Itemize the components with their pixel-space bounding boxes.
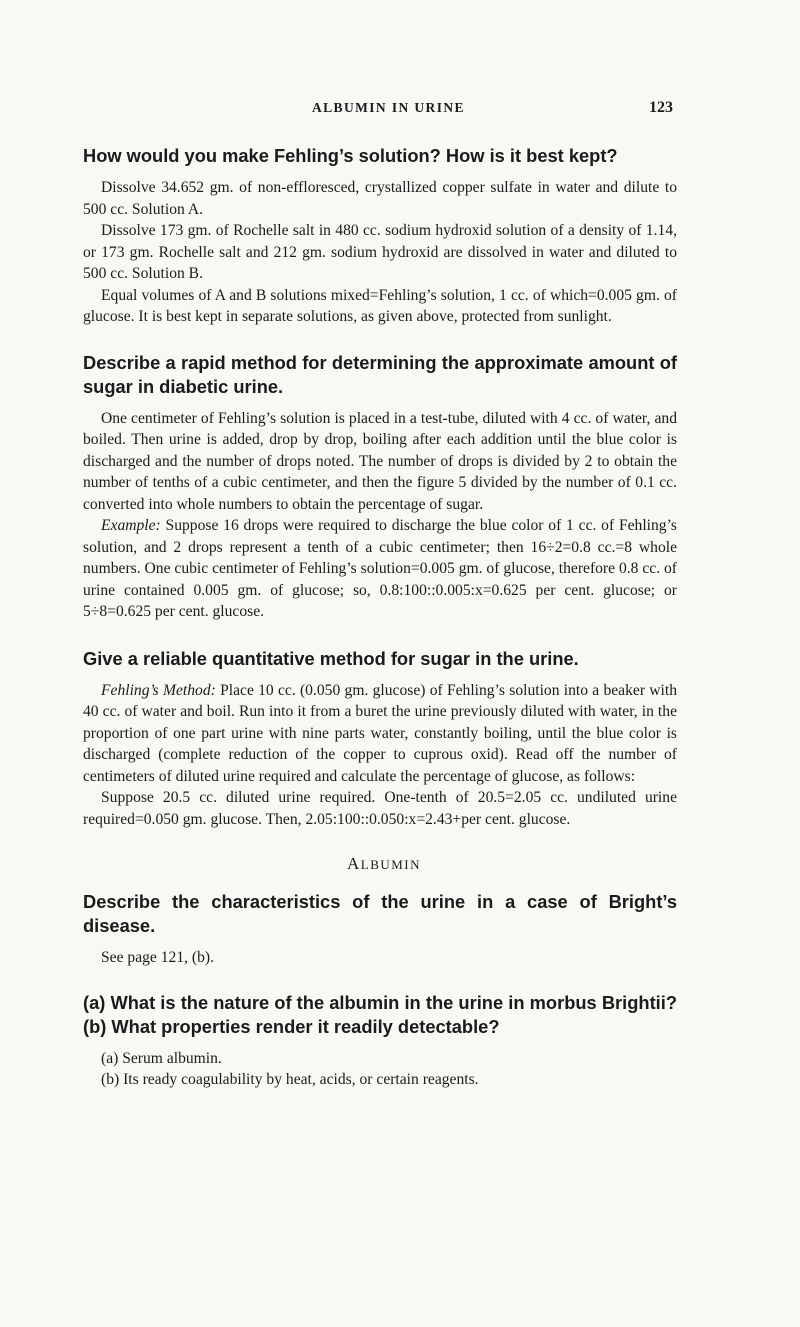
method-label: Fehling’s Method: [101,681,216,699]
answer-item: (b) Its ready coagulability by heat, acids, or certain reagents. [101,1071,479,1088]
answer-paragraph: Dissolve 34.652 gm. of non-effloresced, crystallized copper sulfate in water and dilute to 500 cc. Solution A. [83,179,677,218]
section-heading-rest: LBUMIN [360,857,422,872]
section-heading-albumin [83,854,677,874]
answer-item: (a) Serum albumin. [101,1049,222,1067]
answer-paragraph: One centimeter of Fehling’s solution is placed in a test-tube, diluted with 4 cc. of water, and boiled. Then urine is added, drop by drop, boiling after each addition until the blue color is discharged and the number of drops noted. The number of drops is divided by 2 to obtain the number of tenths of a cubic centimeter, and then the figure 5 divided by the number of 0.1 cc. converted into whole numbers to obtain the percentage of sugar. [83,409,677,513]
question-quantitative-method: Give a reliable quantitative method for sugar in the urine. [83,647,579,669]
question-brights-disease: Describe the characteristics of the urine in a case of Bright’s disease. [83,891,677,936]
section-heading-initial: A [346,854,361,873]
answer-paragraph: See page 121, (b). [101,949,215,966]
method-paragraph [83,680,677,788]
page-content [83,144,677,1091]
answer-paragraph: Dissolve 173 gm. of Rochelle salt in 480 cc. sodium hydroxid solution of a density of 1.14, or 173 gm. Rochelle salt and 212 gm. sodium hydroxid are dissolved in water and diluted to 500 cc. Solution B. [83,222,677,282]
answer-paragraph: Equal volumes of A and B solutions mixed=Fehling’s solution, 1 cc. of which=0.005 gm. of glucose. It is best kept in separate solutions, as given above, protected from sunlight. [83,286,677,325]
example-label: Example: [101,517,161,534]
question-albumin-nature: (a) What is the nature of the albumin in the urine in morbus Brightii? (b) What properties render it readily detectable? [83,991,677,1037]
answer-paragraph: Suppose 20.5 cc. diluted urine required. One-tenth of 20.5=2.05 cc. undiluted urine required=0.050 gm. glucose. Then, 2.05:100::0.050:x=2.43+per cent. glucose. [83,789,677,828]
question-fehling-solution: How would you make Fehling’s solution? How is it best kept? [83,145,618,166]
page-number: 123 [649,99,673,116]
example-paragraph [83,515,677,623]
question-rapid-method: Describe a rapid method for determining the approximate amount of sugar in diabetic urine. [83,351,677,397]
method-text: Place 10 cc. (0.050 gm. glucose) of Fehling’s solution into a beaker with 40 cc. of water and boil. Run into it from a buret the urine previously diluted with water, in the proportion of one part urine with nine parts water, constantly boiling, until the blue color is discharged (complete reduction of the copper to cuprous oxid). Read off the number of centimeters of diluted urine required and calculate the percentage of glucose, as follows: [83,681,677,785]
running-title: ALBUMIN IN URINE [312,100,465,115]
running-header [0,100,800,120]
example-text: Suppose 16 drops were required to discharge the blue color of 1 cc. of Fehling’s solution, and 2 drops represent a tenth of a cubic centimeter; then 16÷2=0.8 cc.=8 whole numbers. One cubic centimeter of Fehling’s solution=0.005 gm. of glucose, therefore 0.8 cc. of urine contained 0.005 gm. of glucose; so, 0.8:100::0.005:x=0.625 per cent. glucose; or 5÷8=0.625 per cent. glucose. [83,517,677,620]
